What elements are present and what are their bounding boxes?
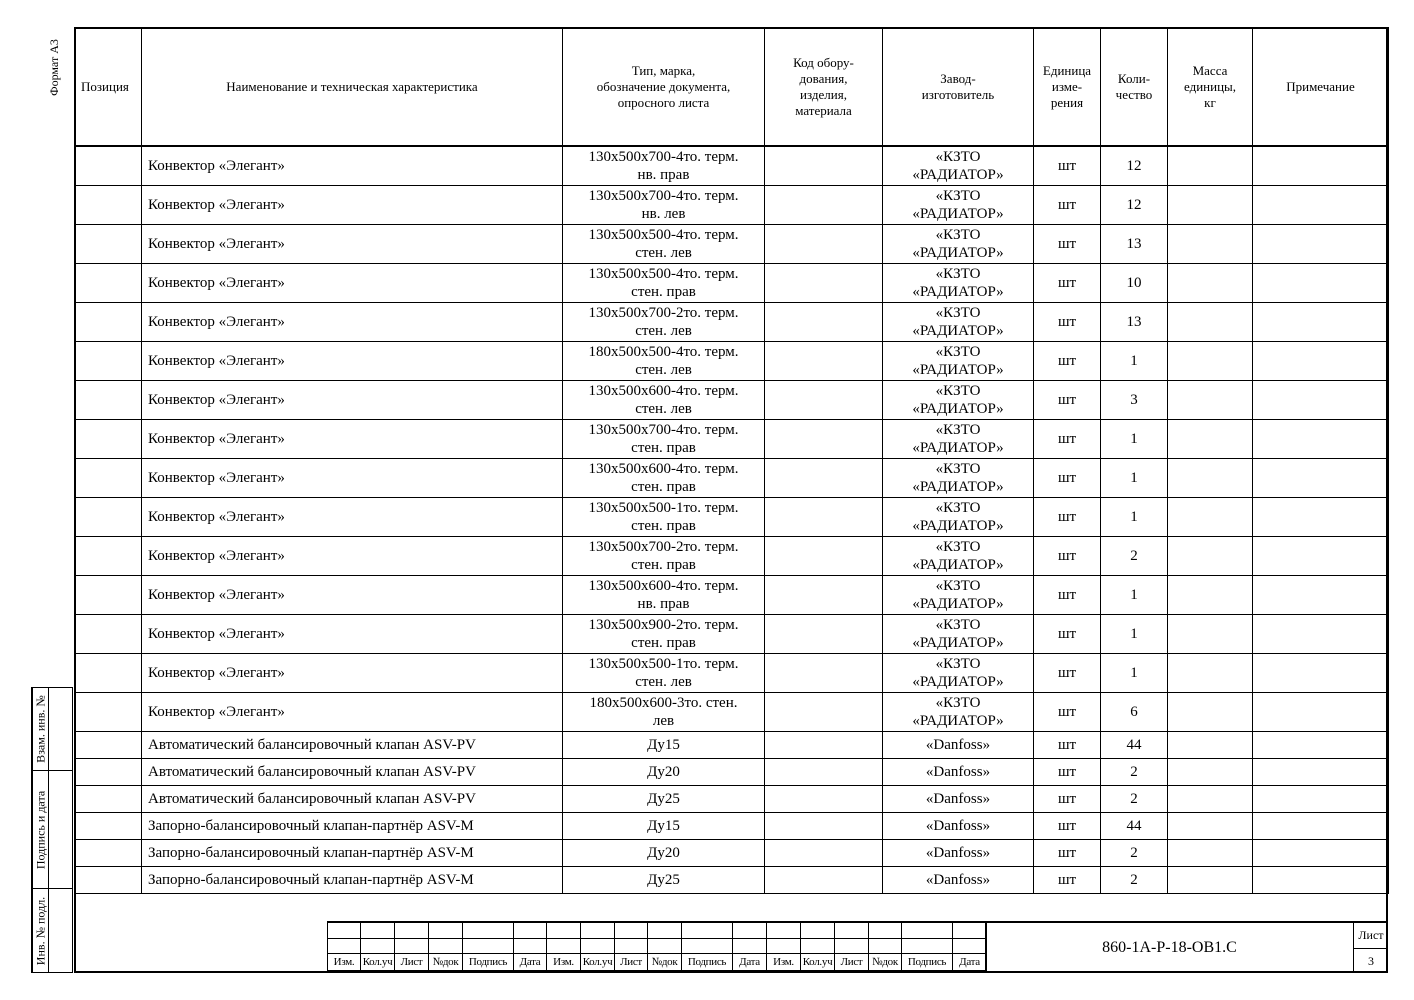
cell-qty: 2 [1101,867,1168,894]
stamp-row [328,922,987,939]
cell-type: 130х500х500-1то. терм. стен. прав [563,498,765,537]
stamp-cell [767,922,801,939]
cell-name: Конвектор «Элегант» [142,225,563,264]
cell-type: 130х500х700-4то. терм. стен. прав [563,420,765,459]
stamp-cell [328,922,361,939]
cell-position [75,840,142,867]
cell-code [765,732,883,759]
cell-note [1253,303,1389,342]
cell-position [75,264,142,303]
cell-mass [1168,693,1253,732]
specification-table [74,27,1389,894]
cell-mass [1168,576,1253,615]
cell-type: 130х500х600-4то. терм. нв. прав [563,576,765,615]
cell-name: Запорно-балансировочный клапан-партнёр ASV-M [142,813,563,840]
cell-qty: 6 [1101,693,1168,732]
cell-type: 130х500х700-4то. терм. нв. прав [563,146,765,186]
stamp-cell [835,922,869,939]
cell-unit: шт [1034,303,1101,342]
table-row [75,654,1389,693]
cell-name: Конвектор «Элегант» [142,146,563,186]
stamp-cell [463,922,514,939]
stamp-label: Дата [514,954,547,971]
cell-mass [1168,146,1253,186]
cell-unit: шт [1034,498,1101,537]
cell-qty: 2 [1101,840,1168,867]
cell-position [75,867,142,894]
stamp-label: Лист [835,954,869,971]
cell-qty: 12 [1101,146,1168,186]
cell-position [75,732,142,759]
cell-maker: «Danfoss» [883,759,1034,786]
cell-code [765,381,883,420]
side-label-vzam: Взам. инв. № [33,695,47,763]
spec-body [75,146,1389,894]
table-row [75,693,1389,732]
cell-type: Ду20 [563,759,765,786]
cell-type: 180х500х600-3то. стен. лев [563,693,765,732]
cell-maker: «КЗТО «РАДИАТОР» [883,654,1034,693]
cell-qty: 2 [1101,786,1168,813]
stamp-cell [328,939,361,954]
cell-type: 130х500х600-4то. терм. стен. лев [563,381,765,420]
cell-maker: «КЗТО «РАДИАТОР» [883,615,1034,654]
stamp-label: Лист [395,954,429,971]
sheet-box [1353,921,1388,973]
stamp-cell [514,939,547,954]
stamp-label: №док [648,954,682,971]
cell-mass [1168,303,1253,342]
cell-code [765,498,883,537]
stamp-cell [682,922,733,939]
cell-qty: 1 [1101,342,1168,381]
cell-maker: «Danfoss» [883,813,1034,840]
cell-qty: 1 [1101,459,1168,498]
cell-position [75,146,142,186]
cell-code [765,693,883,732]
cell-maker: «КЗТО «РАДИАТОР» [883,498,1034,537]
cell-code [765,615,883,654]
cell-maker: «Danfoss» [883,867,1034,894]
cell-type: 130х500х700-4то. терм. нв. лев [563,186,765,225]
cell-position [75,813,142,840]
cell-code [765,786,883,813]
side-label-inv: Инв. № подл. [33,896,47,965]
cell-name: Конвектор «Элегант» [142,303,563,342]
cell-code [765,264,883,303]
cell-type: 130х500х500-1то. терм. стен. лев [563,654,765,693]
cell-qty: 13 [1101,303,1168,342]
cell-name: Автоматический балансировочный клапан ASV-PV [142,786,563,813]
format-label: Формат А3 [46,39,61,96]
cell-name: Конвектор «Элегант» [142,186,563,225]
stamp-cell [395,939,429,954]
stamp-cell [547,922,581,939]
cell-type: 130х500х500-4то. терм. стен. лев [563,225,765,264]
cell-position [75,537,142,576]
table-row [75,786,1389,813]
cell-mass [1168,867,1253,894]
cell-mass [1168,225,1253,264]
stamp-cell [463,939,514,954]
cell-unit: шт [1034,786,1101,813]
cell-mass [1168,615,1253,654]
stamp-cell [801,922,835,939]
header-name: Наименование и техническая характеристика [142,28,563,146]
cell-code [765,303,883,342]
stamp-label-row [328,954,987,971]
stamp-cell [361,922,395,939]
cell-mass [1168,654,1253,693]
cell-qty: 1 [1101,615,1168,654]
cell-mass [1168,459,1253,498]
title-block-stamp [327,921,987,971]
header-row [75,28,1389,146]
cell-unit: шт [1034,381,1101,420]
cell-position [75,786,142,813]
cell-maker: «Danfoss» [883,732,1034,759]
cell-type: 130х500х700-2то. терм. стен. лев [563,303,765,342]
cell-mass [1168,786,1253,813]
stamp-cell [902,939,953,954]
cell-note [1253,867,1389,894]
cell-position [75,186,142,225]
cell-code [765,813,883,840]
cell-maker: «КЗТО «РАДИАТОР» [883,381,1034,420]
stamp-label: Кол.уч [801,954,835,971]
cell-name: Конвектор «Элегант» [142,459,563,498]
stamp-cell [902,922,953,939]
cell-unit: шт [1034,342,1101,381]
cell-type: 130х500х600-4то. терм. стен. прав [563,459,765,498]
cell-type: 130х500х900-2то. терм. стен. прав [563,615,765,654]
cell-unit: шт [1034,225,1101,264]
cell-position [75,381,142,420]
side-box-vzam [31,687,73,771]
cell-position [75,615,142,654]
cell-unit: шт [1034,732,1101,759]
stamp-cell [395,922,429,939]
cell-unit: шт [1034,654,1101,693]
stamp-cell [547,939,581,954]
stamp-label: №док [429,954,463,971]
cell-name: Запорно-балансировочный клапан-партнёр ASV-M [142,867,563,894]
table-row [75,225,1389,264]
cell-name: Конвектор «Элегант» [142,420,563,459]
cell-mass [1168,381,1253,420]
cell-unit: шт [1034,459,1101,498]
stamp-cell [835,939,869,954]
cell-code [765,576,883,615]
stamp-label: Кол.уч [361,954,395,971]
cell-qty: 12 [1101,186,1168,225]
cell-unit: шт [1034,264,1101,303]
table-row [75,264,1389,303]
cell-note [1253,759,1389,786]
stamp-label: Дата [733,954,767,971]
cell-code [765,459,883,498]
cell-note [1253,459,1389,498]
cell-note [1253,420,1389,459]
stamp-cell [733,922,767,939]
sheet-number: 3 [1368,954,1374,968]
stamp-label: Кол.уч [581,954,615,971]
stamp-label: Подпись [902,954,953,971]
cell-note [1253,186,1389,225]
cell-type: Ду25 [563,786,765,813]
cell-note [1253,498,1389,537]
cell-qty: 2 [1101,759,1168,786]
table-row [75,867,1389,894]
cell-note [1253,146,1389,186]
cell-note [1253,381,1389,420]
cell-maker: «КЗТО «РАДИАТОР» [883,420,1034,459]
cell-unit: шт [1034,186,1101,225]
stamp-cell [869,939,902,954]
cell-note [1253,654,1389,693]
table-row [75,459,1389,498]
cell-position [75,576,142,615]
cell-note [1253,537,1389,576]
stamp-cell [581,939,615,954]
cell-position [75,654,142,693]
cell-code [765,537,883,576]
stamp-cell [682,939,733,954]
cell-maker: «КЗТО «РАДИАТОР» [883,576,1034,615]
stamp-cell [953,922,987,939]
stamp-cell [648,922,682,939]
header-position: Позиция [75,28,142,146]
cell-name: Конвектор «Элегант» [142,693,563,732]
cell-unit: шт [1034,420,1101,459]
cell-unit: шт [1034,615,1101,654]
stamp-label: Дата [953,954,987,971]
table-row [75,186,1389,225]
side-box-podpis [31,770,73,889]
cell-maker: «КЗТО «РАДИАТОР» [883,264,1034,303]
cell-maker: «КЗТО «РАДИАТОР» [883,146,1034,186]
cell-unit: шт [1034,537,1101,576]
cell-position [75,342,142,381]
stamp-label: №док [869,954,902,971]
cell-maker: «КЗТО «РАДИАТОР» [883,693,1034,732]
stamp-cell [953,939,987,954]
cell-name: Конвектор «Элегант» [142,264,563,303]
cell-mass [1168,420,1253,459]
cell-name: Конвектор «Элегант» [142,342,563,381]
cell-name: Конвектор «Элегант» [142,381,563,420]
cell-code [765,342,883,381]
cell-unit: шт [1034,693,1101,732]
cell-type: Ду20 [563,840,765,867]
stamp-row [328,939,987,954]
cell-maker: «Danfoss» [883,786,1034,813]
cell-name: Конвектор «Элегант» [142,498,563,537]
cell-qty: 1 [1101,576,1168,615]
cell-code [765,840,883,867]
stamp-cell [869,922,902,939]
cell-position [75,498,142,537]
header-qty: Коли- чество [1101,28,1168,146]
stamp-cell [429,922,463,939]
table-row [75,303,1389,342]
table-row [75,498,1389,537]
table-row [75,813,1389,840]
cell-position [75,459,142,498]
cell-mass [1168,732,1253,759]
stamp-cell [615,922,648,939]
cell-qty: 1 [1101,420,1168,459]
cell-maker: «КЗТО «РАДИАТОР» [883,537,1034,576]
cell-mass [1168,498,1253,537]
cell-code [765,654,883,693]
stamp-label: Подпись [682,954,733,971]
cell-mass [1168,186,1253,225]
cell-code [765,225,883,264]
cell-code [765,186,883,225]
cell-type: 130х500х500-4то. терм. стен. прав [563,264,765,303]
stamp-label: Изм. [547,954,581,971]
cell-mass [1168,840,1253,867]
cell-type: Ду15 [563,813,765,840]
cell-qty: 2 [1101,537,1168,576]
cell-note [1253,840,1389,867]
header-mass: Масса единицы, кг [1168,28,1253,146]
cell-code [765,146,883,186]
cell-qty: 44 [1101,732,1168,759]
table-row [75,840,1389,867]
cell-type: 130х500х700-2то. терм. стен. прав [563,537,765,576]
cell-qty: 44 [1101,813,1168,840]
table-row [75,420,1389,459]
cell-position [75,759,142,786]
table-row [75,537,1389,576]
cell-name: Запорно-балансировочный клапан-партнёр ASV-M [142,840,563,867]
cell-qty: 13 [1101,225,1168,264]
cell-note [1253,732,1389,759]
cell-mass [1168,264,1253,303]
table-row [75,381,1389,420]
cell-qty: 10 [1101,264,1168,303]
cell-note [1253,576,1389,615]
cell-position [75,303,142,342]
cell-position [75,225,142,264]
stamp-label: Изм. [767,954,801,971]
table-row [75,759,1389,786]
stamp-cell [648,939,682,954]
cell-note [1253,693,1389,732]
cell-name: Конвектор «Элегант» [142,615,563,654]
cell-qty: 1 [1101,654,1168,693]
cell-code [765,759,883,786]
cell-code [765,420,883,459]
cell-mass [1168,813,1253,840]
stamp-cell [615,939,648,954]
stamp-label: Подпись [463,954,514,971]
side-box-inv [31,888,73,973]
cell-name: Конвектор «Элегант» [142,576,563,615]
cell-code [765,867,883,894]
stamp-cell [733,939,767,954]
table-row [75,342,1389,381]
stamp-cell [361,939,395,954]
document-number: 860-1А-Р-18-ОВ1.С [985,921,1353,973]
cell-position [75,420,142,459]
stamp-label: Изм. [328,954,361,971]
header-type: Тип, марка, обозначение документа, опросного листа [563,28,765,146]
cell-maker: «КЗТО «РАДИАТОР» [883,459,1034,498]
stamp-cell [514,922,547,939]
stamp-label: Лист [615,954,648,971]
table-row [75,615,1389,654]
cell-maker: «КЗТО «РАДИАТОР» [883,342,1034,381]
stamp-cell [801,939,835,954]
cell-mass [1168,342,1253,381]
table-row [75,146,1389,186]
cell-type: Ду25 [563,867,765,894]
table-row [75,576,1389,615]
cell-mass [1168,537,1253,576]
cell-name: Конвектор «Элегант» [142,654,563,693]
cell-qty: 3 [1101,381,1168,420]
cell-unit: шт [1034,840,1101,867]
cell-maker: «КЗТО «РАДИАТОР» [883,186,1034,225]
cell-type: Ду15 [563,732,765,759]
cell-position [75,693,142,732]
cell-maker: «КЗТО «РАДИАТОР» [883,303,1034,342]
cell-name: Автоматический балансировочный клапан ASV-PV [142,759,563,786]
sheet-label: Лист [1354,923,1388,949]
side-label-podpis: Подпись и дата [33,790,47,869]
stamp-cell [767,939,801,954]
cell-note [1253,786,1389,813]
header-unit: Единица изме- рения [1034,28,1101,146]
cell-type: 180х500х500-4то. терм. стен. лев [563,342,765,381]
cell-unit: шт [1034,867,1101,894]
cell-mass [1168,759,1253,786]
cell-qty: 1 [1101,498,1168,537]
cell-note [1253,615,1389,654]
cell-note [1253,813,1389,840]
cell-note [1253,225,1389,264]
cell-name: Автоматический балансировочный клапан ASV-PV [142,732,563,759]
cell-name: Конвектор «Элегант» [142,537,563,576]
table-row [75,732,1389,759]
cell-unit: шт [1034,813,1101,840]
cell-note [1253,342,1389,381]
cell-unit: шт [1034,146,1101,186]
cell-unit: шт [1034,576,1101,615]
stamp-cell [581,922,615,939]
cell-maker: «КЗТО «РАДИАТОР» [883,225,1034,264]
header-maker: Завод- изготовитель [883,28,1034,146]
header-code: Код обору- дования, изделия, материала [765,28,883,146]
cell-maker: «Danfoss» [883,840,1034,867]
stamp-cell [429,939,463,954]
cell-note [1253,264,1389,303]
cell-unit: шт [1034,759,1101,786]
header-note: Примечание [1253,28,1389,146]
